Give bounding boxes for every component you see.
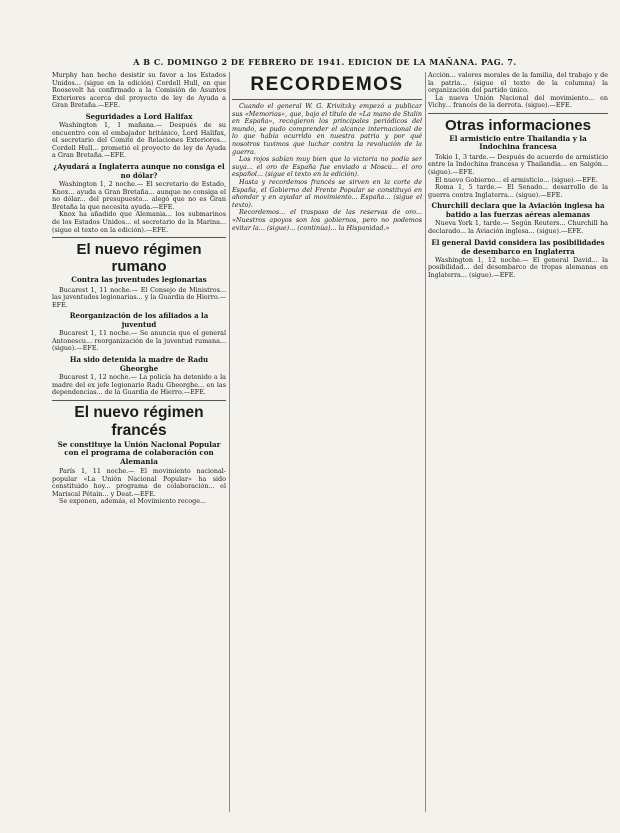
divider	[428, 113, 608, 114]
italic-article	[232, 103, 422, 232]
subheading: Seguridades a Lord Halifax	[85, 111, 193, 121]
article-paragraph: Washington 1, 2 noche.— El secretario de Estado, Knox... ayuda a Gran Bretaña... aunque no consiga el no dólar... del presupuesto... alegó que no es Gran Bretaña la que necesita ayuda.—EFE.	[52, 179, 226, 211]
article-paragraph: Washington 1, 12 noche.— El general David... la posibilidad... del desembarco de tropas alemanas en Inglaterra... (sigue).—EFE.	[428, 255, 608, 279]
headline-deck: El armisticio entre Thailandia y la Indochina francesa	[449, 133, 587, 152]
article-paragraph: Acción... valores morales de la familia, del trabajo y de la patria... (sigue el texto de la columna) la organización del partido único.	[428, 72, 608, 95]
subheading: El general David considera las posibilidades de desembarco en Inglaterra	[431, 237, 605, 256]
subheading: Reorganización de los afiliados a la juventud	[69, 311, 209, 330]
article-paragraph: Recordemos... el traspaso de las reservas de oro... «Nuestros apoyos son los gobiernos, pero no podemos evitar la... (sigue)... (continúa)... la Hispanidad.»	[232, 208, 422, 232]
article-paragraph: Knox ha añadido que Alemania... los submarinos de los Estados Unidos... el secretario de la Marina... (sigue el texto en la edición).—EFE.	[52, 210, 226, 234]
divider	[232, 99, 422, 100]
article-paragraph: Tokio 1, 3 tarde.— Después de acuerdo de armisticio entre la Indochina francesa y Thailandia... en Saigón... (sigue).—EFE.	[428, 152, 608, 176]
headline: El nuevo régimen francés	[74, 403, 204, 439]
column-rule	[229, 72, 230, 812]
headline-deck: Se constituye la Unión Nacional Popular con el programa de colaboración con Alemania	[57, 439, 221, 466]
article-paragraph: Murphy han hecho desistir su favor a los Estados Unidos... (sigue en la edición) Cordell Hull, en que Roosevelt ha confirmado a la Comisión de Asuntos Exteriores acerca del proyecto de ley de Ayuda a Gran Bretaña.—EFE.	[52, 72, 226, 110]
article-paragraph: Nueva York 1, tarde.— Según Reuters... Churchill ha declarado... la Aviación inglesa... (sigue).—EFE.	[428, 219, 608, 235]
column-rule	[425, 72, 426, 812]
article-paragraph: El nuevo Gobierno... el armisticio... (sigue).—EFE.	[435, 175, 598, 184]
article-paragraph: Bucarest 1, 11 noche.— El Consejo de Ministros... las juventudes legionarias... y la Guardia de Hierro.—EFE.	[52, 285, 226, 309]
divider	[52, 237, 226, 238]
subheading: Churchill declara que la Aviación inglesa ha batido a las fuerzas aéreas alemanas	[431, 201, 605, 220]
article-paragraph: París 1, 11 noche.— El movimiento nacional-popular «La Unión Nacional Popular» ha sido constituido hoy... programa de colaboración... el Mariscal Pétain... y Deat.—EFE.	[52, 467, 226, 498]
subheading: Ha sido detenida la madre de Radu Gheorghe	[69, 355, 209, 374]
article-paragraph: Roma 1, 5 tarde.— El Senado... desarrollo de la guerra contra Inglaterra... (sigue).—EFE.	[428, 183, 608, 199]
headline: RECORDEMOS	[250, 74, 404, 95]
middle-column	[232, 72, 422, 817]
headline: Otras informaciones	[445, 116, 591, 134]
article-paragraph: Los rojos sabían muy bien que la victoria no podía ser suya... el oro de España fue enviado a Moscú... el oro español... (sigue el texto en la edición).	[232, 155, 422, 179]
right-column	[428, 72, 608, 817]
article-paragraph: Bucarest 1, 12 noche.— La policía ha detenido a la madre del ex jefe legionario Radu Gheorghe... en las dependencias... de la Guardia de Hierro.—EFE.	[52, 373, 226, 397]
article-paragraph: La nueva Unión Nacional del movimiento... en Vichy... francés de la derrota. (sigue).—EFE.	[428, 93, 608, 110]
article-paragraph: Bucarest 1, 11 noche.— Se anuncia que el general Antonescu... reorganización de la juventud rumana... (sigue).—EFE.	[52, 329, 226, 353]
headline: El nuevo régimen rumano	[76, 241, 202, 276]
article-paragraph: Washington 1, 1 mañana.— Después de su encuentro con el embajador británico, Lord Halifax, el secretario del Comité de Relaciones Exteriores... Cordell Hull... prometió el proyecto de ley de Ayuda a Gran Bretaña.—EFE.	[52, 120, 226, 160]
article-paragraph: Cuando el general W. G. Krivitzky empezó a publicar sus «Memorias», que, bajo el título de «La mano de Stalin en España», recogieron los principales periódicos del mundo, se pudo comprender el alcance internacional de lo que había ocurrido en nuestra patria y por qué nosotros tuvimos que luchar contra la revolución de la guerra.	[232, 102, 422, 156]
subheading: ¿Ayudará a Inglaterra aunque no consiga el no dólar?	[53, 161, 225, 180]
article-paragraph: Se exponen, además, el Movimiento recoge...	[59, 497, 207, 506]
article-paragraph: Hasta y recordemos francés se sirven en la corte de España, el Gobierno del Frente Popular se constituyó en ahondar y en ayudar al movimiento... España... (sigue el texto).	[232, 177, 422, 209]
headline-deck: Contra las juventudes legionarias	[71, 275, 207, 285]
left-column	[52, 72, 226, 817]
divider	[52, 400, 226, 401]
page-header: A B C. DOMINGO 2 DE FEBRERO DE 1941. EDICION DE LA MAÑANA. PAG. 7.	[133, 57, 517, 67]
